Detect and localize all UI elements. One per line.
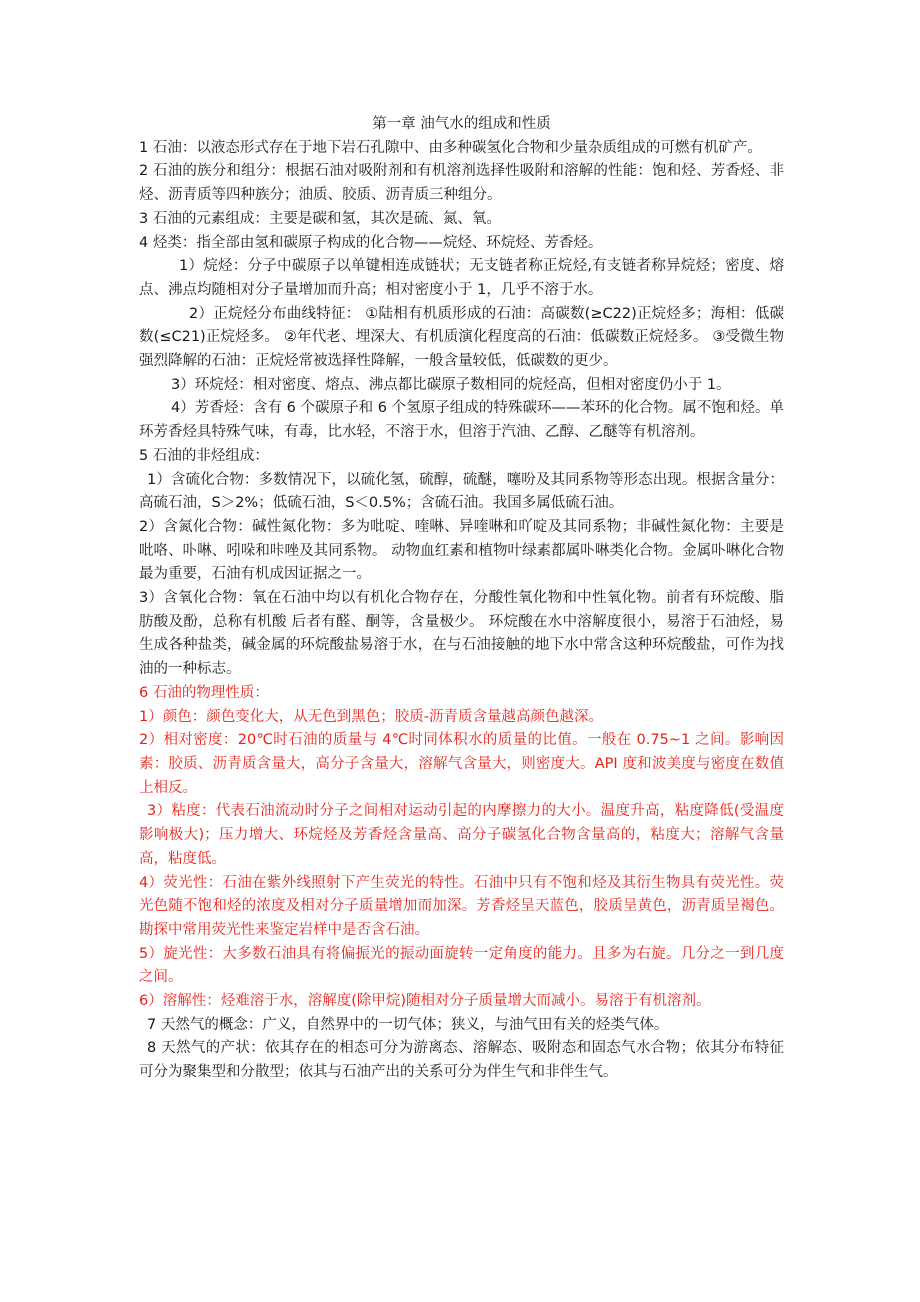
- paragraph-viscosity: 3）粘度：代表石油流动时分子之间相对运动引起的内摩擦力的大小。温度升高，粘度降低(受温度影响极大)；压力增大、环烷烃及芳香烃含量高、高分子碳氢化合物含量高的，粘度大；溶解气含量高，粘度低。: [139, 803, 784, 867]
- paragraph-petroleum-definition: 1 石油：以液态形式存在于地下岩石孔隙中、由多种碳氢化合物和少量杂质组成的可燃有机矿产。: [139, 139, 762, 156]
- paragraph-alkanes: 1）烷烃：分子中碳原子以单键相连成链状；无支链者称正烷烃,有支链者称异烷烃；密度、熔点、沸点均随相对分子量增加而升高；相对密度小于 1，几乎不溶于水。: [139, 258, 784, 298]
- paragraph-nitrogen-compounds: 2）含氮化合物：碱性氮化物：多为吡啶、喹啉、异喹啉和吖啶及其同系物；非碱性氮化物：主要是吡咯、卟啉、吲哚和咔唑及其同系物。 动物血红素和植物叶绿素都属卟啉类化合物。金属卟啉化合物最为重要，石油有机成因证据之一。: [139, 518, 784, 583]
- document-body: [139, 113, 784, 1085]
- paragraph-solubility: 6）溶解性：烃难溶于水，溶解度(除甲烷)随相对分子质量增大而减小。易溶于有机溶剂。: [139, 993, 711, 1010]
- paragraph-cycloalkanes: 3）环烷烃：相对密度、熔点、沸点都比碳原子数相同的烷烃高，但相对密度仍小于 1。: [171, 376, 731, 393]
- paragraph-group-components: 2 石油的族分和组分：根据石油对吸附剂和有机溶剂选择性吸附和溶解的性能：饱和烃、芳香烃、非烃、沥青质等四种族分；油质、胶质、沥青质三种组分。: [139, 163, 784, 204]
- paragraph-color: 1）颜色：颜色变化大，从无色到黑色；胶质-沥青质含量越高颜色越深。: [139, 708, 603, 725]
- paragraph-non-hydrocarbon-heading: 5 石油的非烃组成：: [139, 447, 269, 464]
- paragraph-physical-properties-heading: 6 石油的物理性质：: [139, 684, 269, 701]
- paragraph-n-alkane-distribution: 2）正烷烃分布曲线特征： ①陆相有机质形成的石油：高碳数(≥C22)正烷烃多；海相：低碳数(≤C21)正烷烃多。 ②年代老、埋深大、有机质演化程度高的石油：低碳数正烷烃多。 ③受微生物强烈降解的石油：正烷烃常被选择性降解，一般含量较低，低碳数的更少。: [139, 305, 784, 370]
- paragraph-relative-density: 2）相对密度：20℃时石油的质量与 4℃时同体积水的质量的比值。一般在 0.75~1 之间。影响因素：胶质、沥青质含量大，高分子含量大，溶解气含量大，则密度大。API 度和波美度与密度在数值上相反。: [139, 732, 784, 796]
- chapter-title: 第一章 油气水的组成和性质: [372, 116, 551, 132]
- paragraph-oxygen-compounds: 3）含氧化合物：氧在石油中均以有机化合物存在，分酸性氧化物和中性氧化物。前者有环烷酸、脂肪酸及酚，总称有机酸 后者有醛、酮等，含量极少。 环烷酸在水中溶解度很小，易溶于石油烃，易生成各种盐类，碱金属的环烷酸盐易溶于水，在与石油接触的地下水中常含这种环烷酸盐，可作为找油的一种标志。: [139, 590, 784, 678]
- paragraph-sulfur-compounds: 1）含硫化合物：多数情况下，以硫化氢，硫醇，硫醚，噻吩及其同系物等形态出现。根据含量分：高硫石油，S＞2%；低硫石油，S＜0.5%；含硫石油。我国多属低硫石油。: [139, 471, 784, 512]
- paragraph-fluorescence: 4）荧光性：石油在紫外线照射下产生荧光的特性。石油中只有不饱和烃及其衍生物具有荧光性。荧光色随不饱和烃的浓度及相对分子质量增加而加深。芳香烃呈天蓝色，胶质呈黄色，沥青质呈褐色。勘探中常用荧光性来鉴定岩样中是否含石油。: [139, 874, 784, 938]
- paragraph-hydrocarbons: 4 烃类：指全部由氢和碳原子构成的化合物——烷烃、环烷烃、芳香烃。: [139, 234, 603, 251]
- paragraph-aromatics: 4）芳香烃：含有 6 个碳原子和 6 个氢原子组成的特殊碳环——苯环的化合物。属不饱和烃。单环芳香烃具特殊气味，有毒，比水轻，不溶于水，但溶于汽油、乙醇、乙醚等有机溶剂。: [139, 400, 784, 441]
- paragraph-optical-rotation: 5）旋光性：大多数石油具有将偏振光的振动面旋转一定角度的能力。且多为右旋。几分之一到几度之间。: [139, 945, 784, 986]
- paragraph-natural-gas-concept: 7 天然气的概念：广义，自然界中的一切气体；狭义，与油气田有关的烃类气体。: [147, 1016, 669, 1033]
- paragraph-elemental-composition: 3 石油的元素组成：主要是碳和氢，其次是硫、氮、氧。: [139, 210, 501, 227]
- paragraph-natural-gas-occurrence: 8 天然气的产状：依其存在的相态可分为游离态、溶解态、吸附态和固态气水合物；依其分布特征可分为聚集型和分散型；依其与石油产出的关系可分为伴生气和非伴生气。: [139, 1040, 784, 1081]
